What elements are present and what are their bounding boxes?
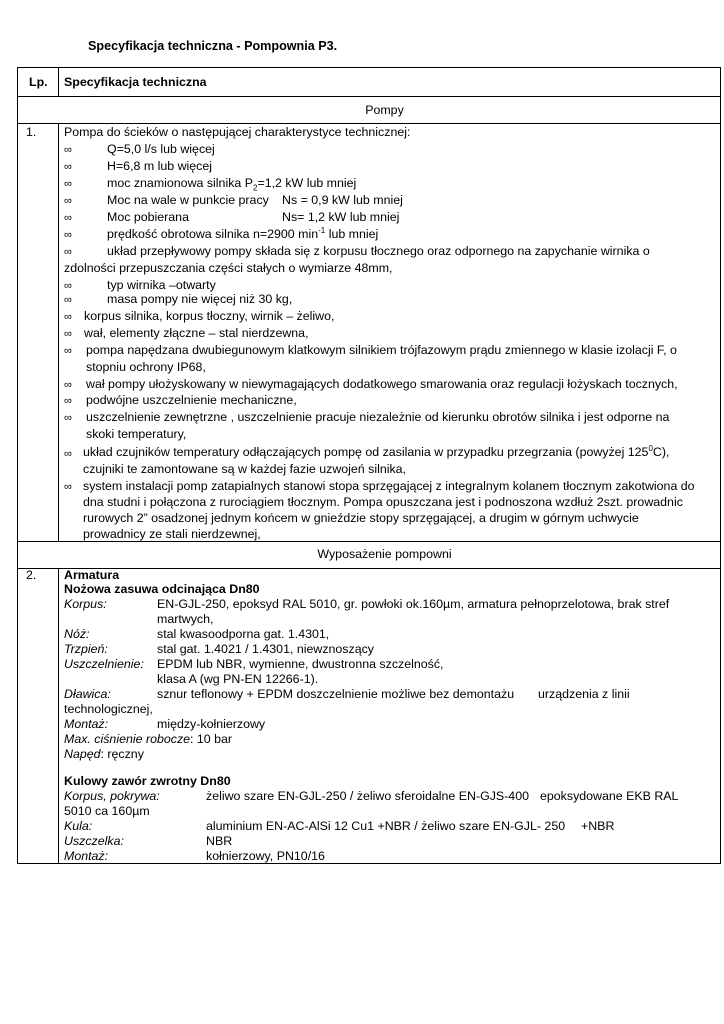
spec-moc-wal-label: Moc na wale w punkcie pracy	[107, 193, 269, 207]
pred-superscript: -1	[318, 225, 326, 235]
infinity-bullet-icon: ∞	[64, 412, 72, 424]
kula-value: aluminium EN-AC-AlSi 12 Cu1 +NBR / żeliwo szare EN-GJL- 250	[206, 819, 566, 833]
armatura-heading: Armatura	[64, 568, 120, 582]
montaz-value: między-kołnierzowy	[157, 717, 266, 731]
spec-system-line4: prowadnicy ze stali nierdzewnej,	[83, 527, 261, 541]
infinity-bullet-icon: ∞	[64, 161, 72, 173]
pred-text-a: prędkość obrotowa silnika n=2900 min	[107, 227, 319, 241]
infinity-bullet-icon: ∞	[64, 195, 72, 207]
montaz2-label: Montaż:	[64, 849, 109, 863]
kula-value-b: +NBR	[581, 819, 615, 833]
table-col-divider-a	[58, 67, 59, 97]
spec-typ-wirnika: typ wirnika –otwarty	[107, 278, 216, 292]
korpus-value-line2: martwych,	[157, 612, 214, 626]
infinity-bullet-icon: ∞	[64, 345, 72, 357]
table-col-divider-c	[58, 568, 59, 864]
kula-label: Kula:	[64, 819, 93, 833]
infinity-bullet-icon: ∞	[64, 144, 72, 156]
micro-symbol: µ	[132, 804, 140, 818]
spec-uklad-line1: układ przepływowy pompy składa się z korpusu tłocznego oraz odpornego na zapychanie wirnika o	[107, 244, 650, 258]
korpus-pokrywa-label: Korpus, pokrywa:	[64, 789, 160, 803]
dlawica-value-line2: technologicznej,	[64, 702, 153, 716]
spec-zewnetrzne-line2: skoki temperatury,	[86, 427, 187, 441]
table-border-right	[720, 67, 721, 864]
uszczelnienie-label: Uszczelnienie:	[64, 657, 144, 671]
spec-moc-wal-value: Ns = 0,9 kW lub mniej	[282, 193, 403, 207]
montaz2-value: kołnierzowy, PN10/16	[206, 849, 325, 863]
czuj-superscript: 0	[648, 443, 653, 453]
uszczelnienie-value-line2: klasa A (wg PN-EN 12266-1).	[157, 672, 319, 686]
pred-text-b: lub mniej	[328, 227, 379, 241]
dlawica-value-b: urządzenia z linii	[538, 687, 630, 701]
spec-wal-elementy: wał, elementy złączne – stal nierdzewna,	[84, 326, 309, 340]
infinity-bullet-icon: ∞	[64, 294, 72, 306]
spec-naped-line1: pompa napędzana dwubiegunowym klatkowym silnikiem trójfazowym prądu zmiennego w klasie izolacji F, o	[86, 343, 677, 357]
spec-masa: masa pompy nie więcej niż 30 kg,	[107, 292, 293, 306]
uszczelka-label: Uszczelka:	[64, 834, 124, 848]
section-wyposazenie: Wyposażenie pompowni	[317, 547, 452, 561]
spec-moc-pob-label: Moc pobierana	[107, 210, 189, 224]
zasuwa-title: Nożowa zasuwa odcinająca Dn80	[64, 582, 260, 596]
montaz-label: Montaż:	[64, 717, 109, 731]
document-title: Specyfikacja techniczna - Pompownia P3.	[88, 39, 338, 53]
moc-text-b: =1,2 kW lub mniej	[257, 176, 357, 190]
cisnienie-label: Max. ciśnienie robocze	[64, 732, 191, 746]
header-lp: Lp.	[29, 75, 48, 89]
naped-line	[64, 746, 144, 763]
infinity-bullet-icon: ∞	[64, 448, 72, 460]
uszczelnienie-value-line1: EPDM lub NBR, wymienne, dwustronna szczelność,	[157, 657, 444, 671]
trzpien-value: stal gat. 1.4021 / 1.4301, niewznoszący	[157, 642, 374, 656]
cisnienie-value: : 10 bar	[190, 732, 233, 746]
infinity-bullet-icon: ∞	[64, 328, 72, 340]
table-border-bottom	[17, 863, 721, 864]
spec-czujniki-line2: czujniki te zamontowane są w każdej fazie uzwojeń silnika,	[83, 462, 407, 476]
infinity-bullet-icon: ∞	[64, 311, 72, 323]
kulowy-title: Kulowy zawór zwrotny Dn80	[64, 774, 231, 788]
noz-value: stal kwasoodporna gat. 1.4301,	[157, 627, 330, 641]
naped-label: Napęd	[64, 747, 101, 761]
noz-label: Nóż:	[64, 627, 90, 641]
spec-zewnetrzne-line1: uszczelnienie zewnętrzne , uszczelnienie pracuje niezależnie od kierunku obrotów silnika i jest odporne na	[86, 410, 670, 424]
infinity-bullet-icon: ∞	[64, 212, 72, 224]
spec-moc-pob-value: Ns= 1,2 kW lub mniej	[282, 210, 400, 224]
naped-value: : ręczny	[100, 747, 144, 761]
spec-system-line2: dna studni i połączona z rurociągiem tłocznym. Pompa opuszczana jest i podnoszona wzdłuż 2szt. prowadnic	[83, 495, 683, 509]
table-col-divider-b	[58, 123, 59, 542]
spec-naped-line2: stopniu ochrony IP68,	[86, 360, 206, 374]
czuj-text-b: C),	[652, 445, 670, 459]
moc-subscript: 2	[253, 183, 258, 193]
row1-intro: Pompa do ścieków o następującej charakterystyce technicznej:	[64, 125, 411, 139]
korpus-pokrywa-value-b: epoksydowane EKB RAL	[540, 789, 679, 803]
infinity-bullet-icon: ∞	[64, 379, 72, 391]
spec-podwojne: podwójne uszczelnienie mechaniczne,	[86, 393, 297, 407]
table-border-top	[17, 67, 721, 68]
infinity-bullet-icon: ∞	[64, 246, 72, 258]
infinity-bullet-icon: ∞	[64, 395, 72, 407]
row2-number: 2.	[26, 568, 37, 582]
infinity-bullet-icon: ∞	[64, 481, 72, 493]
infinity-bullet-icon: ∞	[64, 229, 72, 241]
dlawica-value: sznur teflonowy + EPDM doszczelnienie możliwe bez demontażu	[157, 687, 515, 701]
spec-lozyska: wał pompy ułożyskowany w niewymagających dodatkowego smarowania oraz regulacji łożyskach tocznych,	[86, 377, 678, 391]
table-line-section2	[17, 568, 721, 569]
table-border-left	[17, 67, 18, 864]
korpus-label: Korpus:	[64, 597, 107, 611]
spec-uklad-line2: zdolności przepuszczania części stałych o wymiarze 48mm,	[64, 261, 393, 275]
uszczelka-value: NBR	[206, 834, 233, 848]
moc-text-a: moc znamionowa silnika P	[107, 176, 253, 190]
czuj-text-a: układ czujników temperatury odłączających pompę od zasilania w przypadku przegrzania (powyżej 125	[83, 445, 649, 459]
korpus-pokrywa-value: żeliwo szare EN-GJL-250 / żeliwo sferoidalne EN-GJS-400	[206, 789, 529, 803]
spec-predkosc	[107, 226, 378, 243]
header-spec: Specyfikacja techniczna	[64, 75, 207, 89]
infinity-bullet-icon: ∞	[64, 280, 72, 292]
spec-czujniki-line1	[83, 444, 669, 461]
row1-number: 1.	[26, 125, 37, 139]
section-pompy: Pompy	[365, 103, 404, 117]
spec-system-line3: rurowych 2” osadzonej jednym końcem w gnieździe stopy sprzęgającej, a drugim w górnym uchwycie	[83, 511, 639, 525]
kp-text-b: m	[139, 804, 150, 818]
table-line-header	[17, 96, 721, 97]
spec-system-line1: system instalacji pomp zatapialnych stanowi stopa sprzęgającej z integralnym kolanem tłocznym zakotwiona do	[83, 479, 695, 493]
spec-korpus: korpus silnika, korpus tłoczny, wirnik – żeliwo,	[84, 309, 335, 323]
korpus-value-line1: EN-GJL-250, epoksyd RAL 5010, gr. powłoki ok.160µm, armatura pełnoprzelotowa, brak stref	[157, 597, 670, 611]
infinity-bullet-icon: ∞	[64, 178, 72, 190]
spec-h: H=6,8 m lub więcej	[107, 159, 213, 173]
trzpien-label: Trzpień:	[64, 642, 108, 656]
spec-q: Q=5,0 l/s lub więcej	[107, 142, 215, 156]
dlawica-label: Dławica:	[64, 687, 111, 701]
spec-moc-znamionowa	[107, 175, 356, 192]
kp-text-a: 5010 ca 160	[64, 804, 133, 818]
